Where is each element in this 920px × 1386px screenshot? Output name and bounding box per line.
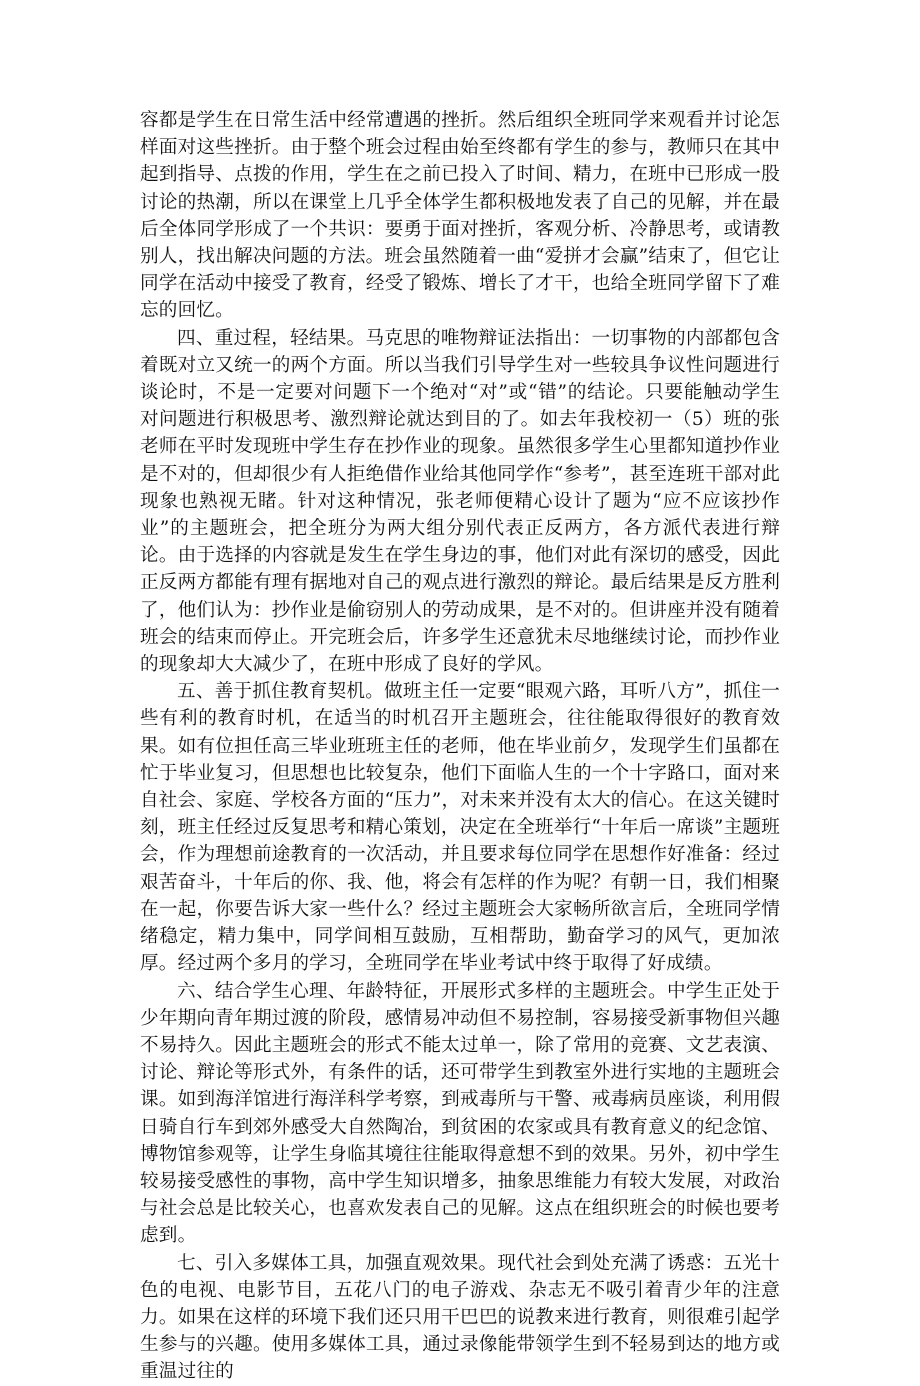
paragraph-section-5: 五、善于抓住教育契机。做班主任一定要“眼观六路，耳听八方”，抓住一些有利的教育时机，在适当的时机召开主题班会，往往能取得很好的教育效果。如有位担任高三毕业班班主任的老师，他在毕业前夕，发现学生们虽都在忙于毕业复习，但思想也比较复杂，他们下面临人生的一个十字路口，面对来自社会、家庭、学校各方面的“压力”，对未来并没有太大的信心。在这关键时刻，班主任经过反复思考和精心策划，决定在全班举行“十年后一席谈”主题班会，作为理想前途教育的一次活动，并且要求每位同学在思想作好准备：经过艰苦奋斗，十年后的你、我、他，将会有怎样的作为呢？有朝一日，我们相聚在一起，你要告诉大家一些什么？经过主题班会大家畅所欲言后，全班同学情绪稳定，精力集中，同学间相互鼓励，互相帮助，勤奋学习的风气，更加浓厚。经过两个多月的学习，全班同学在毕业考试中终于取得了好成绩。 [140, 681, 780, 975]
paragraph-section-6: 六、结合学生心理、年龄特征，开展形式多样的主题班会。中学生正处于少年期向青年期过渡的阶段，感情易冲动但不易控制，容易接受新事物但兴趣不易持久。因此主题班会的形式不能太过单一，除了常用的竞赛、文艺表演、讨论、辩论等形式外，有条件的话，还可带学生到教室外进行实地的主题班会课。如到海洋馆进行海洋科学考察，到戒毒所与干警、戒毒病员座谈，利用假日骑自行车到郊外感受大自然陶冶，到贫困的农家或具有教育意义的纪念馆、博物馆参观等，让学生身临其境往往能取得意想不到的效果。另外，初中学生较易接受感性的事物，高中学生知识增多，抽象思维能力有较大发展，对政治与社会总是比较关心，也喜欢发表自己的见解。这点在组织班会的时候也要考虑到。 [140, 980, 780, 1247]
paragraph-section-4: 四、重过程，轻结果。马克思的唯物辩证法指出：一切事物的内部都包含着既对立又统一的两个方面。所以当我们引导学生对一些较具争议性问题进行谈论时，不是一定要对问题下一个绝对“对”或“错”的结论。只要能触动学生对问题进行积极思考、激烈辩论就达到目的了。如去年我校初一（5）班的张老师在平时发现班中学生存在抄作业的现象。虽然很多学生心里都知道抄作业是不对的，但却很少有人拒绝借作业给其他同学作“参考”，甚至连班干部对此现象也熟视无睹。针对这种情况，张老师便精心设计了题为“应不应该抄作业”的主题班会，把全班分为两大组分别代表正反两方，各方派代表进行辩论。由于选择的内容就是发生在学生身边的事，他们对此有深切的感受，因此正反两方都能有理有据地对自己的观点进行激烈的辩论。最后结果是反方胜利了，他们认为：抄作业是偷窃别人的劳动成果，是不对的。但讲座并没有随着班会的结束而停止。开完班会后，许多学生还意犹未尽地继续讨论，而抄作业的现象却大大减少了，在班中形成了良好的学风。 [140, 327, 780, 676]
document-page [140, 107, 780, 1386]
paragraph-section-7: 七、引入多媒体工具，加强直观效果。现代社会到处充满了诱惑：五光十色的电视、电影节目，五花八门的电子游戏、杂志无不吸引着青少年的注意力。如果在这样的环境下我们还只用干巴巴的说教来进行教育，则很难引起学生参与的兴趣。使用多媒体工具，通过录像能带领学生到不轻易到达的地方或重温过往的 [140, 1252, 780, 1383]
paragraph-continuation: 容都是学生在日常生活中经常遭遇的挫折。然后组织全班同学来观看并讨论怎样面对这些挫折。由于整个班会过程由始至终都有学生的参与，教师只在其中起到指导、点拨的作用，学生在之前已投入了时间、精力，在班中已形成一股讨论的热潮，所以在课堂上几乎全体学生都积极地发表了自己的见解，并在最后全体同学形成了一个共识：要勇于面对挫折，客观分析、冷静思考，或请教别人，找出解决问题的方法。班会虽然随着一曲“爱拼才会赢”结束了，但它让同学在活动中接受了教育，经受了锻炼、增长了才干，也给全班同学留下了难忘的回忆。 [140, 110, 780, 322]
